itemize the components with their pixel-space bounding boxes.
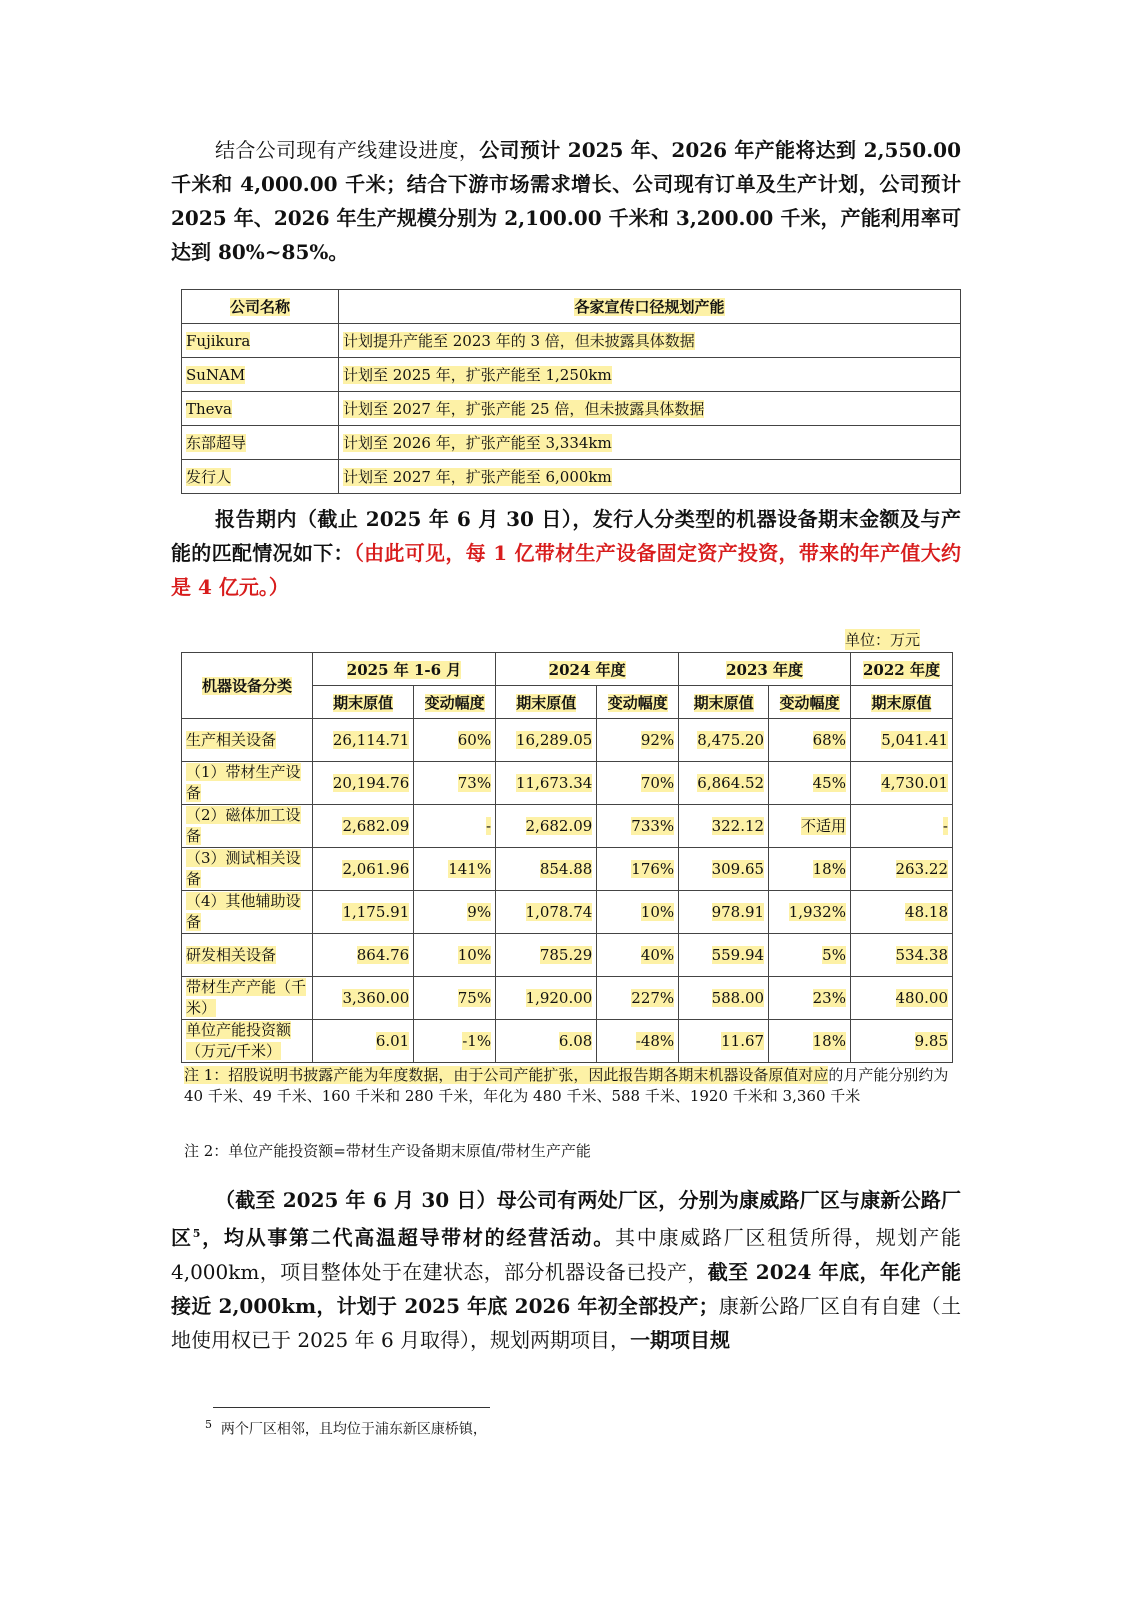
value-cell: 864.76	[313, 934, 414, 977]
value-cell: -	[850, 805, 952, 848]
table-subheader-cell: 变动幅度	[414, 686, 496, 719]
value-cell: 5,041.41	[850, 719, 952, 762]
table-unit-label: 单位：万元	[845, 631, 921, 649]
value-cell: 不适用	[769, 805, 851, 848]
paragraph-capacity-forecast	[171, 133, 961, 269]
capacity-plan-cell: 计划至 2026 年，扩张产能至 3,334km	[339, 426, 961, 460]
value-cell: 227%	[597, 977, 679, 1020]
period-header: 2024 年度	[496, 653, 679, 686]
table-row	[182, 762, 953, 805]
table-row	[182, 848, 953, 891]
equipment-capacity-table	[181, 652, 953, 1063]
row-label-cell: 研发相关设备	[182, 934, 313, 977]
capacity-plan-cell: 计划至 2027 年，扩张产能 25 倍，但未披露具体数据	[339, 392, 961, 426]
value-cell: 11.67	[679, 1020, 769, 1063]
value-cell: 6.01	[313, 1020, 414, 1063]
value-cell: 2,682.09	[313, 805, 414, 848]
value-cell: 1,932%	[769, 891, 851, 934]
table-row	[182, 934, 953, 977]
value-cell: 10%	[414, 934, 496, 977]
table-row	[182, 1020, 953, 1063]
value-cell: 23%	[769, 977, 851, 1020]
paragraph-lead: 结合公司现有产线建设进度，	[215, 138, 480, 162]
company-name-cell: Theva	[182, 392, 339, 426]
value-cell: 10%	[597, 891, 679, 934]
value-cell: 1,175.91	[313, 891, 414, 934]
table-note-1	[184, 1065, 956, 1107]
value-cell: 534.38	[850, 934, 952, 977]
capacity-plan-cell: 计划至 2027 年，扩张产能至 6,000km	[339, 460, 961, 494]
paragraph-bold: 公司预计 2025 年、2026 年产能将达到 2,550.00 千米和 4,000.00 千米；结合下游市场需求增长、公司现有订单及生产计划，公司预计 2025 年、2026 年生产规模分别为 2,100.00 千米和 3,200.00 千米，产能利用率可达到 80%~85%。	[171, 138, 962, 264]
value-cell: 785.29	[496, 934, 597, 977]
footnote	[205, 1418, 487, 1439]
table-row	[182, 426, 961, 460]
value-cell: 309.65	[679, 848, 769, 891]
table-subheader-cell: 期末原值	[850, 686, 952, 719]
table-row	[182, 891, 953, 934]
value-cell: 75%	[414, 977, 496, 1020]
value-cell: 480.00	[850, 977, 952, 1020]
row-label-cell: 单位产能投资额（万元/千米）	[182, 1020, 313, 1063]
table-corner-header: 机器设备分类	[182, 653, 313, 719]
paragraph-bold: （截至 2025 年 6 月 30 日）母公司有两处厂区，分别为康威路厂区与康新公路厂区	[171, 1188, 961, 1250]
company-name-cell: SuNAM	[182, 358, 339, 392]
table-header-row	[182, 653, 953, 686]
value-cell: 733%	[597, 805, 679, 848]
table-row	[182, 324, 961, 358]
row-label-cell: （2）磁体加工设备	[182, 805, 313, 848]
paragraph-bold: 报告期内（截止 2025 年 6 月 30 日），发行人分类型的机器设备期末金额及与产能的匹配情况如下：	[171, 507, 961, 565]
paragraph-normal: 康新公路厂区自有自建（土地使用权已于 2025 年 6 月取得），规划两期项目，	[171, 1293, 961, 1352]
value-cell: 322.12	[679, 805, 769, 848]
value-cell: 18%	[769, 848, 851, 891]
company-name-cell: 东部超导	[182, 426, 339, 460]
capacity-plan-cell: 计划提升产能至 2023 年的 3 倍，但未披露具体数据	[339, 324, 961, 358]
row-label-cell: 带材生产产能（千米）	[182, 977, 313, 1020]
table-subheader-cell: 期末原值	[679, 686, 769, 719]
value-cell: 6,864.52	[679, 762, 769, 805]
table-row	[182, 358, 961, 392]
competitor-capacity-table	[181, 289, 961, 494]
table-body	[182, 719, 953, 1063]
table-subheader-cell: 变动幅度	[769, 686, 851, 719]
value-cell: 141%	[414, 848, 496, 891]
table-header-cell: 各家宣传口径规划产能	[339, 290, 961, 324]
value-cell: -48%	[597, 1020, 679, 1063]
period-header: 2022 年度	[850, 653, 952, 686]
value-cell: 45%	[769, 762, 851, 805]
value-cell: 70%	[597, 762, 679, 805]
footnote-text: 两个厂区相邻，且均位于浦东新区康桥镇，	[220, 1421, 487, 1438]
value-cell: 11,673.34	[496, 762, 597, 805]
value-cell: -	[414, 805, 496, 848]
table-row	[182, 805, 953, 848]
value-cell: 92%	[597, 719, 679, 762]
table-note-2	[184, 1141, 956, 1162]
paragraph-factory-info	[171, 1183, 961, 1357]
value-cell: 26,114.71	[313, 719, 414, 762]
value-cell: 1,920.00	[496, 977, 597, 1020]
value-cell: 978.91	[679, 891, 769, 934]
value-cell: 18%	[769, 1020, 851, 1063]
value-cell: 9.85	[850, 1020, 952, 1063]
table-row	[182, 719, 953, 762]
table-header-row	[182, 290, 961, 324]
value-cell: 588.00	[679, 977, 769, 1020]
value-cell: 8,475.20	[679, 719, 769, 762]
value-cell: 60%	[414, 719, 496, 762]
paragraph-bold: 一期项目规	[630, 1327, 731, 1352]
paragraph-normal: 其中康威路厂区租赁所得，规划产能 4,000km，项目整体处于在建状态，部分机器设备已投产，	[171, 1225, 962, 1284]
note-text: 注 2：单位产能投资额=带材生产设备期末原值/带材生产产能	[184, 1142, 591, 1160]
value-cell: 6.08	[496, 1020, 597, 1063]
value-cell: 2,061.96	[313, 848, 414, 891]
value-cell: 5%	[769, 934, 851, 977]
paragraph-red-emphasis: （由此可见，每 1 亿带材生产设备固定资产投资，带来的年产值大约是 4 亿元。）	[171, 541, 962, 599]
value-cell: 176%	[597, 848, 679, 891]
value-cell: 854.88	[496, 848, 597, 891]
table-subheader-cell: 期末原值	[313, 686, 414, 719]
value-cell: 263.22	[850, 848, 952, 891]
footnote-divider	[213, 1407, 490, 1408]
company-name-cell: Fujikura	[182, 324, 339, 358]
capacity-plan-cell: 计划至 2025 年，扩张产能至 1,250km	[339, 358, 961, 392]
period-header: 2025 年 1-6 月	[313, 653, 496, 686]
table-subheader-cell: 期末原值	[496, 686, 597, 719]
row-label-cell: （4）其他辅助设备	[182, 891, 313, 934]
note-highlighted: 注 1：招股说明书披露产能为年度数据，由于公司产能扩张，因此报告期各期末机器设备原值对应	[184, 1066, 829, 1084]
value-cell: 1,078.74	[496, 891, 597, 934]
table-row	[182, 392, 961, 426]
company-name-cell: 发行人	[182, 460, 339, 494]
value-cell: 2,682.09	[496, 805, 597, 848]
value-cell: 3,360.00	[313, 977, 414, 1020]
value-cell: 20,194.76	[313, 762, 414, 805]
row-label-cell: 生产相关设备	[182, 719, 313, 762]
footnote-mark: 5	[205, 1418, 212, 1431]
table-subheader-cell: 变动幅度	[597, 686, 679, 719]
paragraph-bold: ，均从事第二代高温超导带材的经营活动。	[200, 1225, 616, 1250]
value-cell: 16,289.05	[496, 719, 597, 762]
value-cell: 68%	[769, 719, 851, 762]
table-row	[182, 460, 961, 494]
value-cell: 559.94	[679, 934, 769, 977]
row-label-cell: （3）测试相关设备	[182, 848, 313, 891]
value-cell: 73%	[414, 762, 496, 805]
paragraph-equipment-intro	[171, 502, 961, 604]
period-header: 2023 年度	[679, 653, 851, 686]
paragraph-bold: 截至 2024 年底，年化产能接近 2,000km，计划于 2025 年底 2026 年初全部投产；	[171, 1259, 961, 1318]
table-header-cell: 公司名称	[182, 290, 339, 324]
row-label-cell: （1）带材生产设备	[182, 762, 313, 805]
value-cell: -1%	[414, 1020, 496, 1063]
footnote-ref[interactable]: 5	[192, 1227, 201, 1240]
note-rest: 的月产能分别约为 40 千米、49 千米、160 千米和 280 千米，年化为 480 千米、588 千米、1920 千米和 3,360 千米	[184, 1066, 949, 1105]
value-cell: 4,730.01	[850, 762, 952, 805]
table-row	[182, 977, 953, 1020]
value-cell: 48.18	[850, 891, 952, 934]
value-cell: 9%	[414, 891, 496, 934]
value-cell: 40%	[597, 934, 679, 977]
